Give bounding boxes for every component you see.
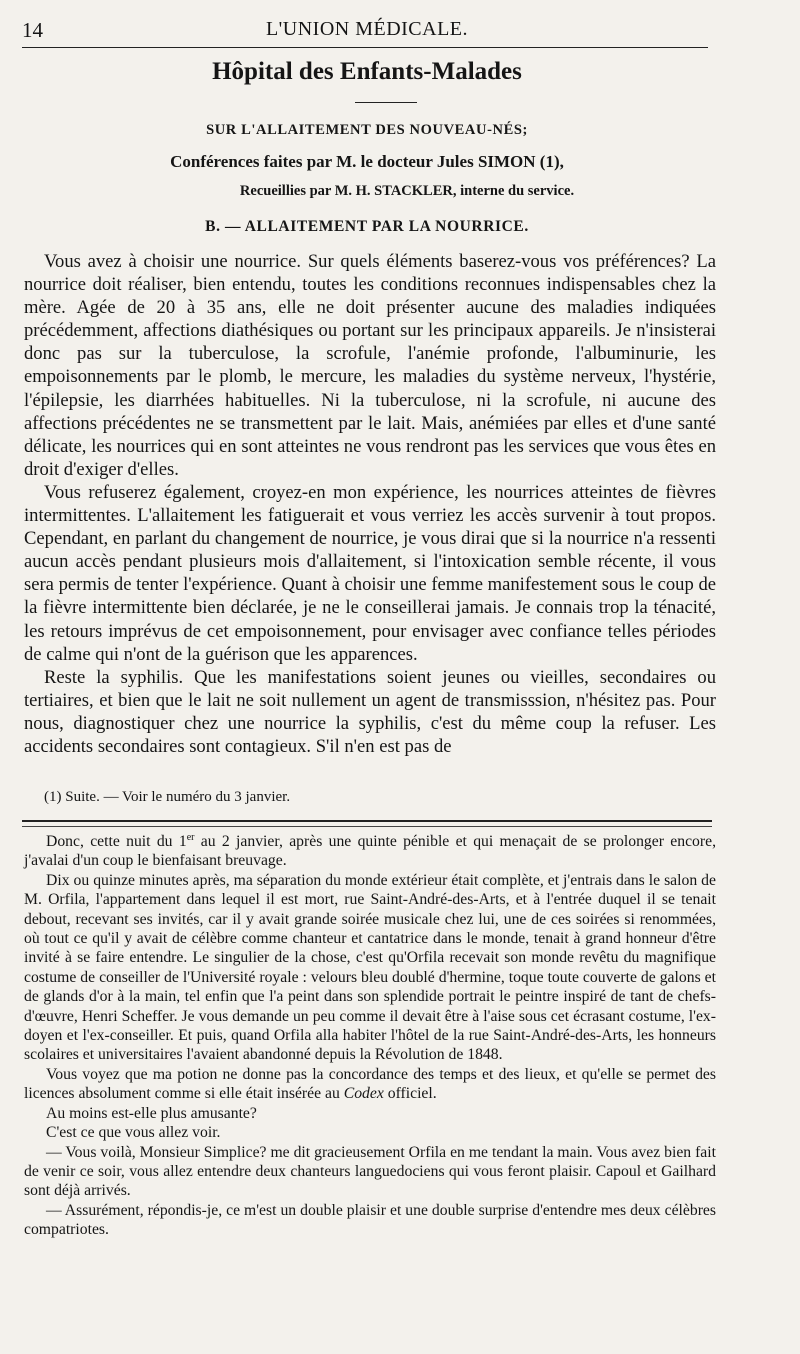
text-run: au 2 janvier, après une quinte pénible et qui menaçait de se prolonger encore, j'avalai d'un coup le bienfaisant breuvage.	[24, 833, 716, 870]
article-paragraph: Vous avez à choisir une nourrice. Sur quels éléments baserez-vous vos préférences? La nourrice doit réaliser, bien entendu, toutes les conditions reconnues indispensables chez la mère. Agée de 20 à 35 ans, elle ne doit présenter aucune des maladies indiquées précédemment, affections diathésiques ou portant sur les principaux appareils. Je n'insisterai donc pas sur la tuberculose, la scrofule, l'anémie profonde, l'albuminurie, les empoisonnements par le plomb, le mercure, les maladies du système nerveux, l'hystérie, l'épilepsie, les diarrhées habituelles. Ni la tuberculose, ni la scrofule, ni aucune des affections précédentes ne se transmettent par le lait. Mais, anémiées par elles et d'une santé délicate, les nourrices qui en sont atteintes ne vous rendront pas les services que vous êtes en droit d'exiger d'elles.	[24, 251, 716, 480]
feuilleton-paragraph	[24, 1065, 716, 1104]
article-paragraph: Reste la syphilis. Que les manifestations soient jeunes ou vieilles, secondaires ou tertiaires, et bien que le lait ne soit nullement un agent de transmisssion, n'hésitez pas. Pour nous, diagnostiquer chez une nourrice la syphilis, c'est du même coup la refuser. Les accidents secondaires sont contagieux. S'il n'en est pas de	[24, 666, 716, 757]
italic-title: Codex	[343, 1085, 384, 1103]
feuilleton-body	[24, 832, 716, 1240]
feuilleton-paragraph	[24, 832, 716, 871]
text-run: Donc, cette nuit du 1	[46, 833, 187, 850]
text-run: Vous voyez que ma potion ne donne pas la concordance des temps et des lieux, et qu'elle se permet des licences absolument comme si elle était insérée au	[24, 1065, 716, 1103]
text-run: officiel.	[383, 1085, 437, 1103]
header-rule	[22, 47, 708, 48]
title-divider	[355, 102, 417, 103]
ordinal-superscript: er	[186, 831, 195, 843]
feuilleton-paragraph: — Vous voilà, Monsieur Simplice? me dit gracieusement Orfila en me tendant la main. Vous avez bien fait de venir ce soir, vous allez entendre deux chanteurs languedociens qui vous feront plaisir. Capoul et Gailhard sont déjà arrivés.	[24, 1143, 716, 1200]
feuilleton-paragraph: Au moins est-elle plus amusante?	[46, 1104, 257, 1122]
collector-credit: Recueillies par M. H. STACKLER, interne du service.	[239, 183, 575, 199]
feuilleton-paragraph: C'est ce que vous allez voir.	[46, 1124, 221, 1142]
section-heading: B. — ALLAITEMENT PAR LA NOURRICE.	[205, 218, 529, 235]
article-body	[24, 250, 716, 758]
page-header	[22, 14, 712, 44]
page-number: 14	[22, 18, 43, 42]
article-paragraph: Vous refuserez également, croyez-en mon expérience, les nourrices atteintes de fièvres intermittentes. L'allaitement les fatiguerait et vous verriez les accès survenir à tout propos. Cependant, en parlant du changement de nourrice, je vous dirai que si la nourrice n'a ressenti aucun accès pendant plusieurs mois d'allaitement, si l'intoxication semble récente, il vous sera permis de tenter l'expérience. Quant à choisir une femme manifestement sous le coup de la fièvre intermittente bien déclarée, je ne le conseillerai jamais. Je connais trop la ténacité, les retours imprévus de cet empoisonnement, pour envisager avec confiance telles périodes de calme qui n'ont de la guérison que les apparences.	[24, 481, 716, 665]
footnote: (1) Suite. — Voir le numéro du 3 janvier.	[44, 789, 291, 805]
feuilleton-paragraph: Dix ou quinze minutes après, ma séparation du monde extérieur était complète, et j'entrais dans le salon de M. Orfila, l'appartement dans lequel il est mort, rue Saint-André-des-Arts, et à l'entrée duquel il se tenait debout, recevant ses invités, car il y avait grande soirée musicale chez lui, une de ces soirées si renommées, où tout ce qu'il y avait de célèbre comme chanteur et cantatrice dans le monde, tenait à grand honneur d'être invité à se faire entendre. Le singulier de la chose, c'est qu'Orfila recevait son monde revêtu du magnifique costume de conseiller de l'Université royale : velours bleu doublé d'hermine, toque toute couverte de galons et de glands d'or à la main, tel enfin que l'a peint dans son splendide portrait le peintre inspiré de tant de chefs-d'œuvre, Henri Scheffer. Je vous demande un peu comme il devait être à l'aise sous cet écrasant costume, l'ex-doyen et l'ex-conseiller. Et puis, quand Orfila alla habiter l'hôtel de la rue Saint-André-des-Arts, les honneurs scolaires et universitaires l'avaient abandonné depuis la Révolution de 1848.	[24, 871, 716, 1064]
journal-title: L'UNION MÉDICALE.	[265, 18, 469, 40]
hospital-title: Hôpital des Enfants-Malades	[212, 58, 522, 85]
feuilleton-paragraph: — Assurément, répondis-je, ce m'est un double plaisir et une double surprise d'entendre mes deux célèbres compatriotes.	[24, 1201, 716, 1239]
article-subtitle: SUR L'ALLAITEMENT DES NOUVEAU-NÉS;	[206, 122, 528, 138]
feuilleton-divider	[22, 820, 712, 827]
lecture-credit: Conférences faites par M. le docteur Jules SIMON (1),	[170, 152, 564, 171]
